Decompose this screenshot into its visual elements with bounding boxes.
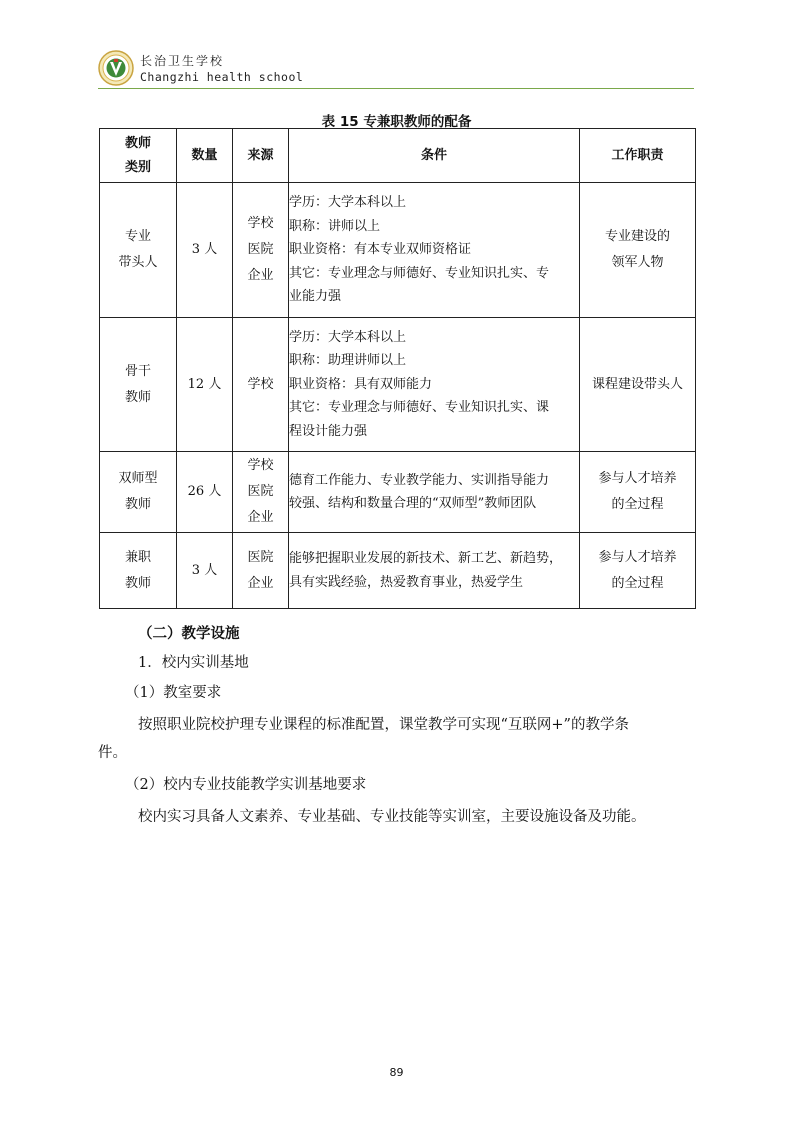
header-duty: 工作职责 — [580, 129, 696, 183]
cell-count: 12 人 — [177, 318, 233, 452]
section-heading: （二）教学设施 — [138, 626, 240, 642]
header-conditions: 条件 — [289, 129, 580, 183]
item-heading: 1．校内实训基地 — [138, 655, 249, 671]
school-emblem-icon — [98, 50, 134, 86]
table-header-row — [100, 129, 696, 183]
cell-conditions: 学历：大学本科以上 职称：讲师以上 职业资格：有本专业双师资格证 其它：专业理念与师德好、专业知识扎实、专 业能力强 — [289, 183, 580, 318]
cell-conditions: 德育工作能力、专业教学能力、实训指导能力 较强、结构和数量合理的“双师型”教师团队 — [289, 452, 580, 533]
cell-source: 学校 医院 企业 — [233, 452, 289, 533]
cell-category: 兼职 教师 — [100, 533, 177, 609]
cell-category: 专业 带头人 — [100, 183, 177, 318]
paragraph-classroom-line2: 件。 — [98, 745, 127, 761]
sub-heading-classroom: （1）教室要求 — [125, 685, 222, 701]
cell-category: 双师型 教师 — [100, 452, 177, 533]
table-row — [100, 183, 696, 318]
cell-count: 3 人 — [177, 533, 233, 609]
school-name-english: Changzhi health school — [140, 70, 304, 84]
cell-duty: 参与人才培养 的全过程 — [580, 533, 696, 609]
cell-duty: 课程建设带头人 — [580, 318, 696, 452]
cell-count: 26 人 — [177, 452, 233, 533]
table-row — [100, 452, 696, 533]
cell-source: 学校 医院 企业 — [233, 183, 289, 318]
table-row — [100, 533, 696, 609]
header-divider — [98, 88, 694, 89]
staff-table — [99, 128, 696, 609]
table-row — [100, 318, 696, 452]
page-number: 89 — [389, 1066, 404, 1079]
cell-duty: 专业建设的 领军人物 — [580, 183, 696, 318]
cell-conditions: 学历：大学本科以上 职称：助理讲师以上 职业资格：具有双师能力 其它：专业理念与师德好、专业知识扎实、课 程设计能力强 — [289, 318, 580, 452]
table-title: 表 15 专兼职教师的配备 — [321, 114, 472, 130]
page-header — [98, 44, 694, 90]
paragraph-classroom-line1: 按照职业院校护理专业课程的标准配置，课堂教学可实现“互联网+”的教学条 — [138, 717, 629, 733]
school-name-chinese: 长治卫生学校 — [140, 54, 225, 68]
cell-source: 医院 企业 — [233, 533, 289, 609]
header-category: 教师 类别 — [100, 129, 177, 183]
cell-category: 骨干 教师 — [100, 318, 177, 452]
cell-duty: 参与人才培养 的全过程 — [580, 452, 696, 533]
header-count: 数量 — [177, 129, 233, 183]
cell-source: 学校 — [233, 318, 289, 452]
cell-conditions: 能够把握职业发展的新技术、新工艺、新趋势， 具有实践经验，热爱教育事业，热爱学生 — [289, 533, 580, 609]
header-source: 来源 — [233, 129, 289, 183]
cell-count: 3 人 — [177, 183, 233, 318]
paragraph-training-base: 校内实习具备人文素养、专业基础、专业技能等实训室，主要设施设备及功能。 — [138, 809, 646, 825]
sub-heading-training-base: （2）校内专业技能教学实训基地要求 — [125, 777, 367, 793]
